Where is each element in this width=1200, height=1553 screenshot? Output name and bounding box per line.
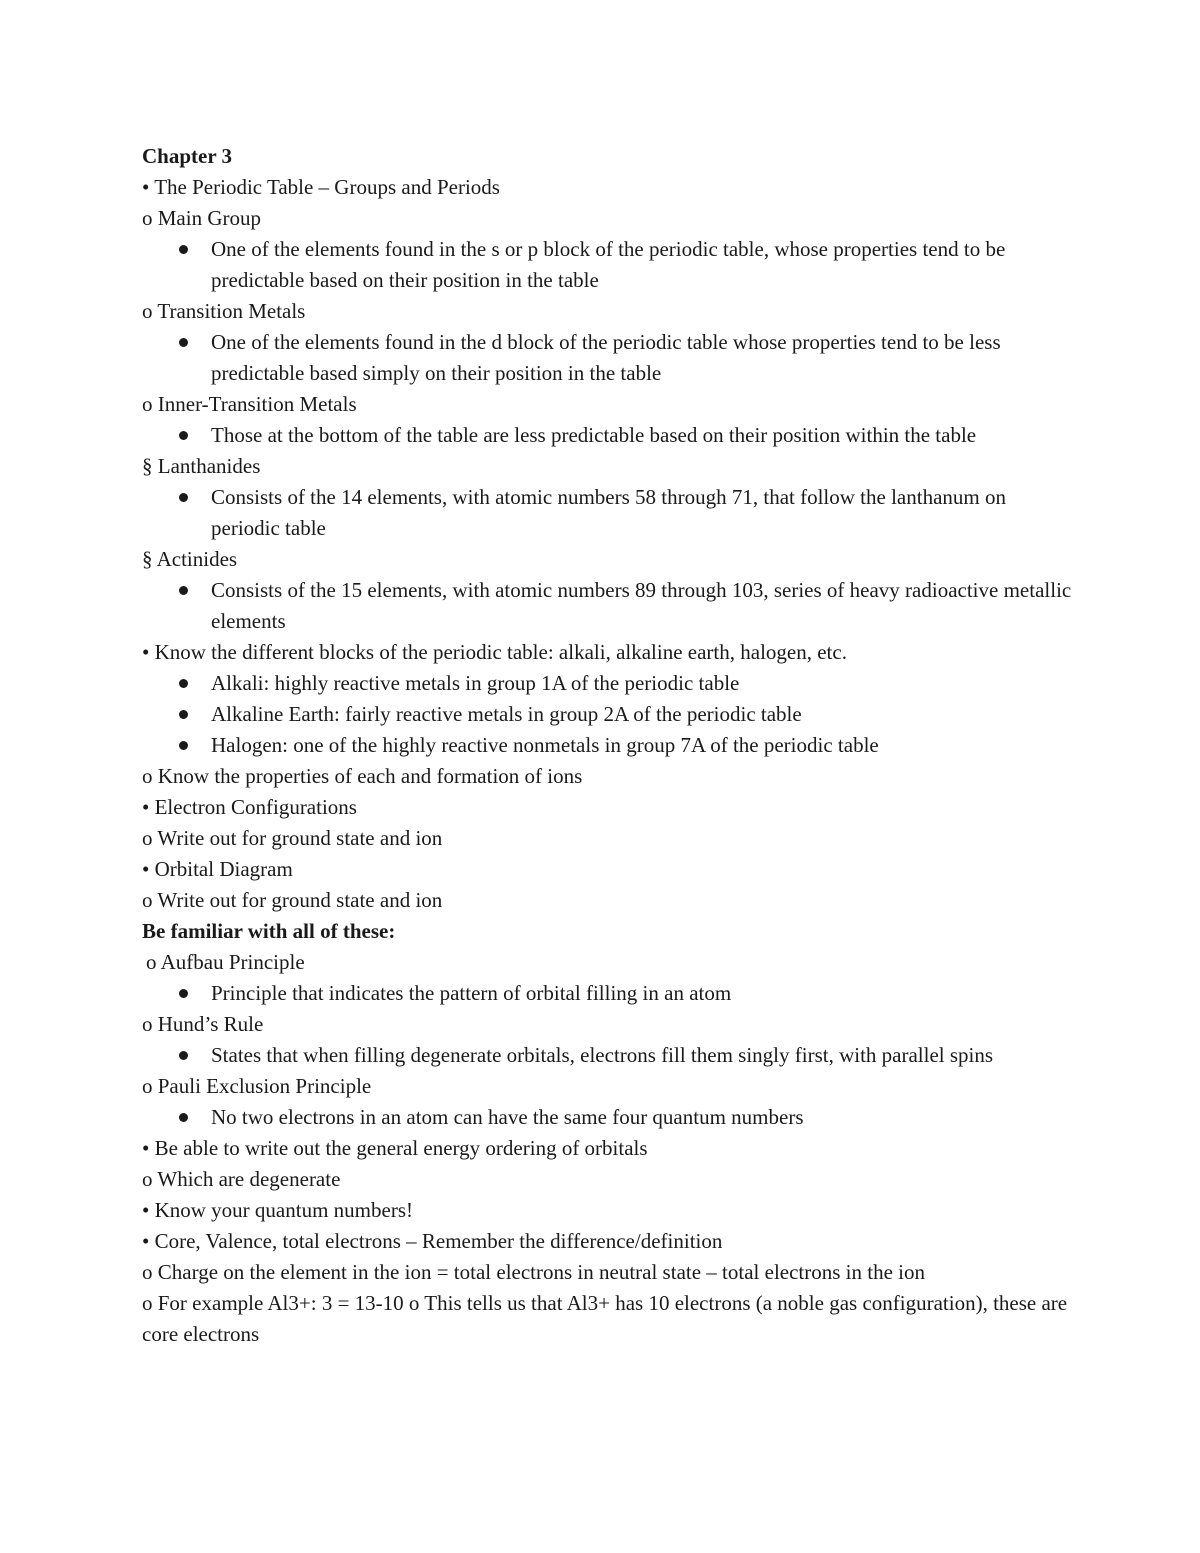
outline-line: o Main Group [142, 206, 261, 230]
bullet-dot-icon [179, 710, 188, 719]
outline-line: o Charge on the element in the ion = total electrons in neutral state – total electrons in the ion [142, 1260, 925, 1284]
bullet-item [142, 482, 1072, 544]
section-heading: Chapter 3 [142, 144, 233, 168]
outline-line: o Write out for ground state and ion [142, 888, 443, 912]
outline-line: o Which are degenerate [142, 1167, 341, 1191]
bullet-dot-icon [179, 679, 188, 688]
outline-line: o Inner-Transition Metals [142, 392, 357, 416]
bullet-text: One of the elements found in the d block of the periodic table whose properties tend to be less predictable based simply on their position in the table [211, 330, 1001, 385]
bullet-text: Principle that indicates the pattern of orbital filling in an atom [211, 981, 732, 1005]
bullet-item [142, 699, 1072, 730]
outline-line: o For example Al3+: 3 = 13-10 o This tells us that Al3+ has 10 electrons (a noble gas configuration), these are core electrons [142, 1291, 1073, 1346]
bullet-item [142, 420, 1072, 451]
outline-line: o Write out for ground state and ion [142, 826, 443, 850]
bullet-item [142, 1102, 1072, 1133]
outline-line: § Lanthanides [142, 454, 261, 478]
bullet-item [142, 234, 1072, 296]
bullet-dot-icon [179, 741, 188, 750]
section-heading: Be familiar with all of these: [142, 919, 396, 943]
bullet-text: Those at the bottom of the table are less predictable based on their position within the table [211, 423, 977, 447]
bullet-item [142, 978, 1072, 1009]
bullet-text: Consists of the 14 elements, with atomic numbers 58 through 71, that follow the lanthanum on periodic table [211, 485, 1006, 540]
bullet-dot-icon [179, 586, 188, 595]
outline-line: • Core, Valence, total electrons – Remember the difference/definition [142, 1229, 723, 1253]
bullet-item [142, 668, 1072, 699]
bullet-text: No two electrons in an atom can have the same four quantum numbers [211, 1105, 804, 1129]
outline-line: § Actinides [142, 547, 238, 571]
outline-line: • Electron Configurations [142, 795, 357, 819]
document-page [142, 141, 1072, 1350]
outline-line: • Know the different blocks of the periodic table: alkali, alkaline earth, halogen, etc. [142, 640, 847, 664]
outline-line: • The Periodic Table – Groups and Periods [142, 175, 500, 199]
bullet-dot-icon [179, 338, 188, 347]
bullet-dot-icon [179, 493, 188, 502]
bullet-text: Halogen: one of the highly reactive nonmetals in group 7A of the periodic table [211, 733, 879, 757]
outline-line: • Know your quantum numbers! [142, 1198, 413, 1222]
outline-line: o Transition Metals [142, 299, 306, 323]
bullet-dot-icon [179, 1113, 188, 1122]
bullet-dot-icon [179, 1051, 188, 1060]
bullet-item [142, 1040, 1072, 1071]
bullet-item [142, 327, 1072, 389]
outline-line: • Be able to write out the general energy ordering of orbitals [142, 1136, 648, 1160]
bullet-text: Consists of the 15 elements, with atomic numbers 89 through 103, series of heavy radioactive metallic elements [211, 578, 1072, 633]
bullet-item [142, 575, 1072, 637]
bullet-text: States that when filling degenerate orbitals, electrons fill them singly first, with parallel spins [211, 1043, 994, 1067]
bullet-text: Alkaline Earth: fairly reactive metals in group 2A of the periodic table [211, 702, 802, 726]
outline-line: • Orbital Diagram [142, 857, 293, 881]
outline-line: o Hund’s Rule [142, 1012, 264, 1036]
outline-line: o Know the properties of each and formation of ions [142, 764, 583, 788]
bullet-dot-icon [179, 431, 188, 440]
bullet-text: One of the elements found in the s or p block of the periodic table, whose properties tend to be predictable based on their position in the table [211, 237, 1006, 292]
bullet-item [142, 730, 1072, 761]
bullet-text: Alkali: highly reactive metals in group 1A of the periodic table [211, 671, 740, 695]
bullet-dot-icon [179, 245, 188, 254]
bullet-dot-icon [179, 989, 188, 998]
outline-line: o Pauli Exclusion Principle [142, 1074, 372, 1098]
outline-line: o Aufbau Principle [146, 950, 305, 974]
